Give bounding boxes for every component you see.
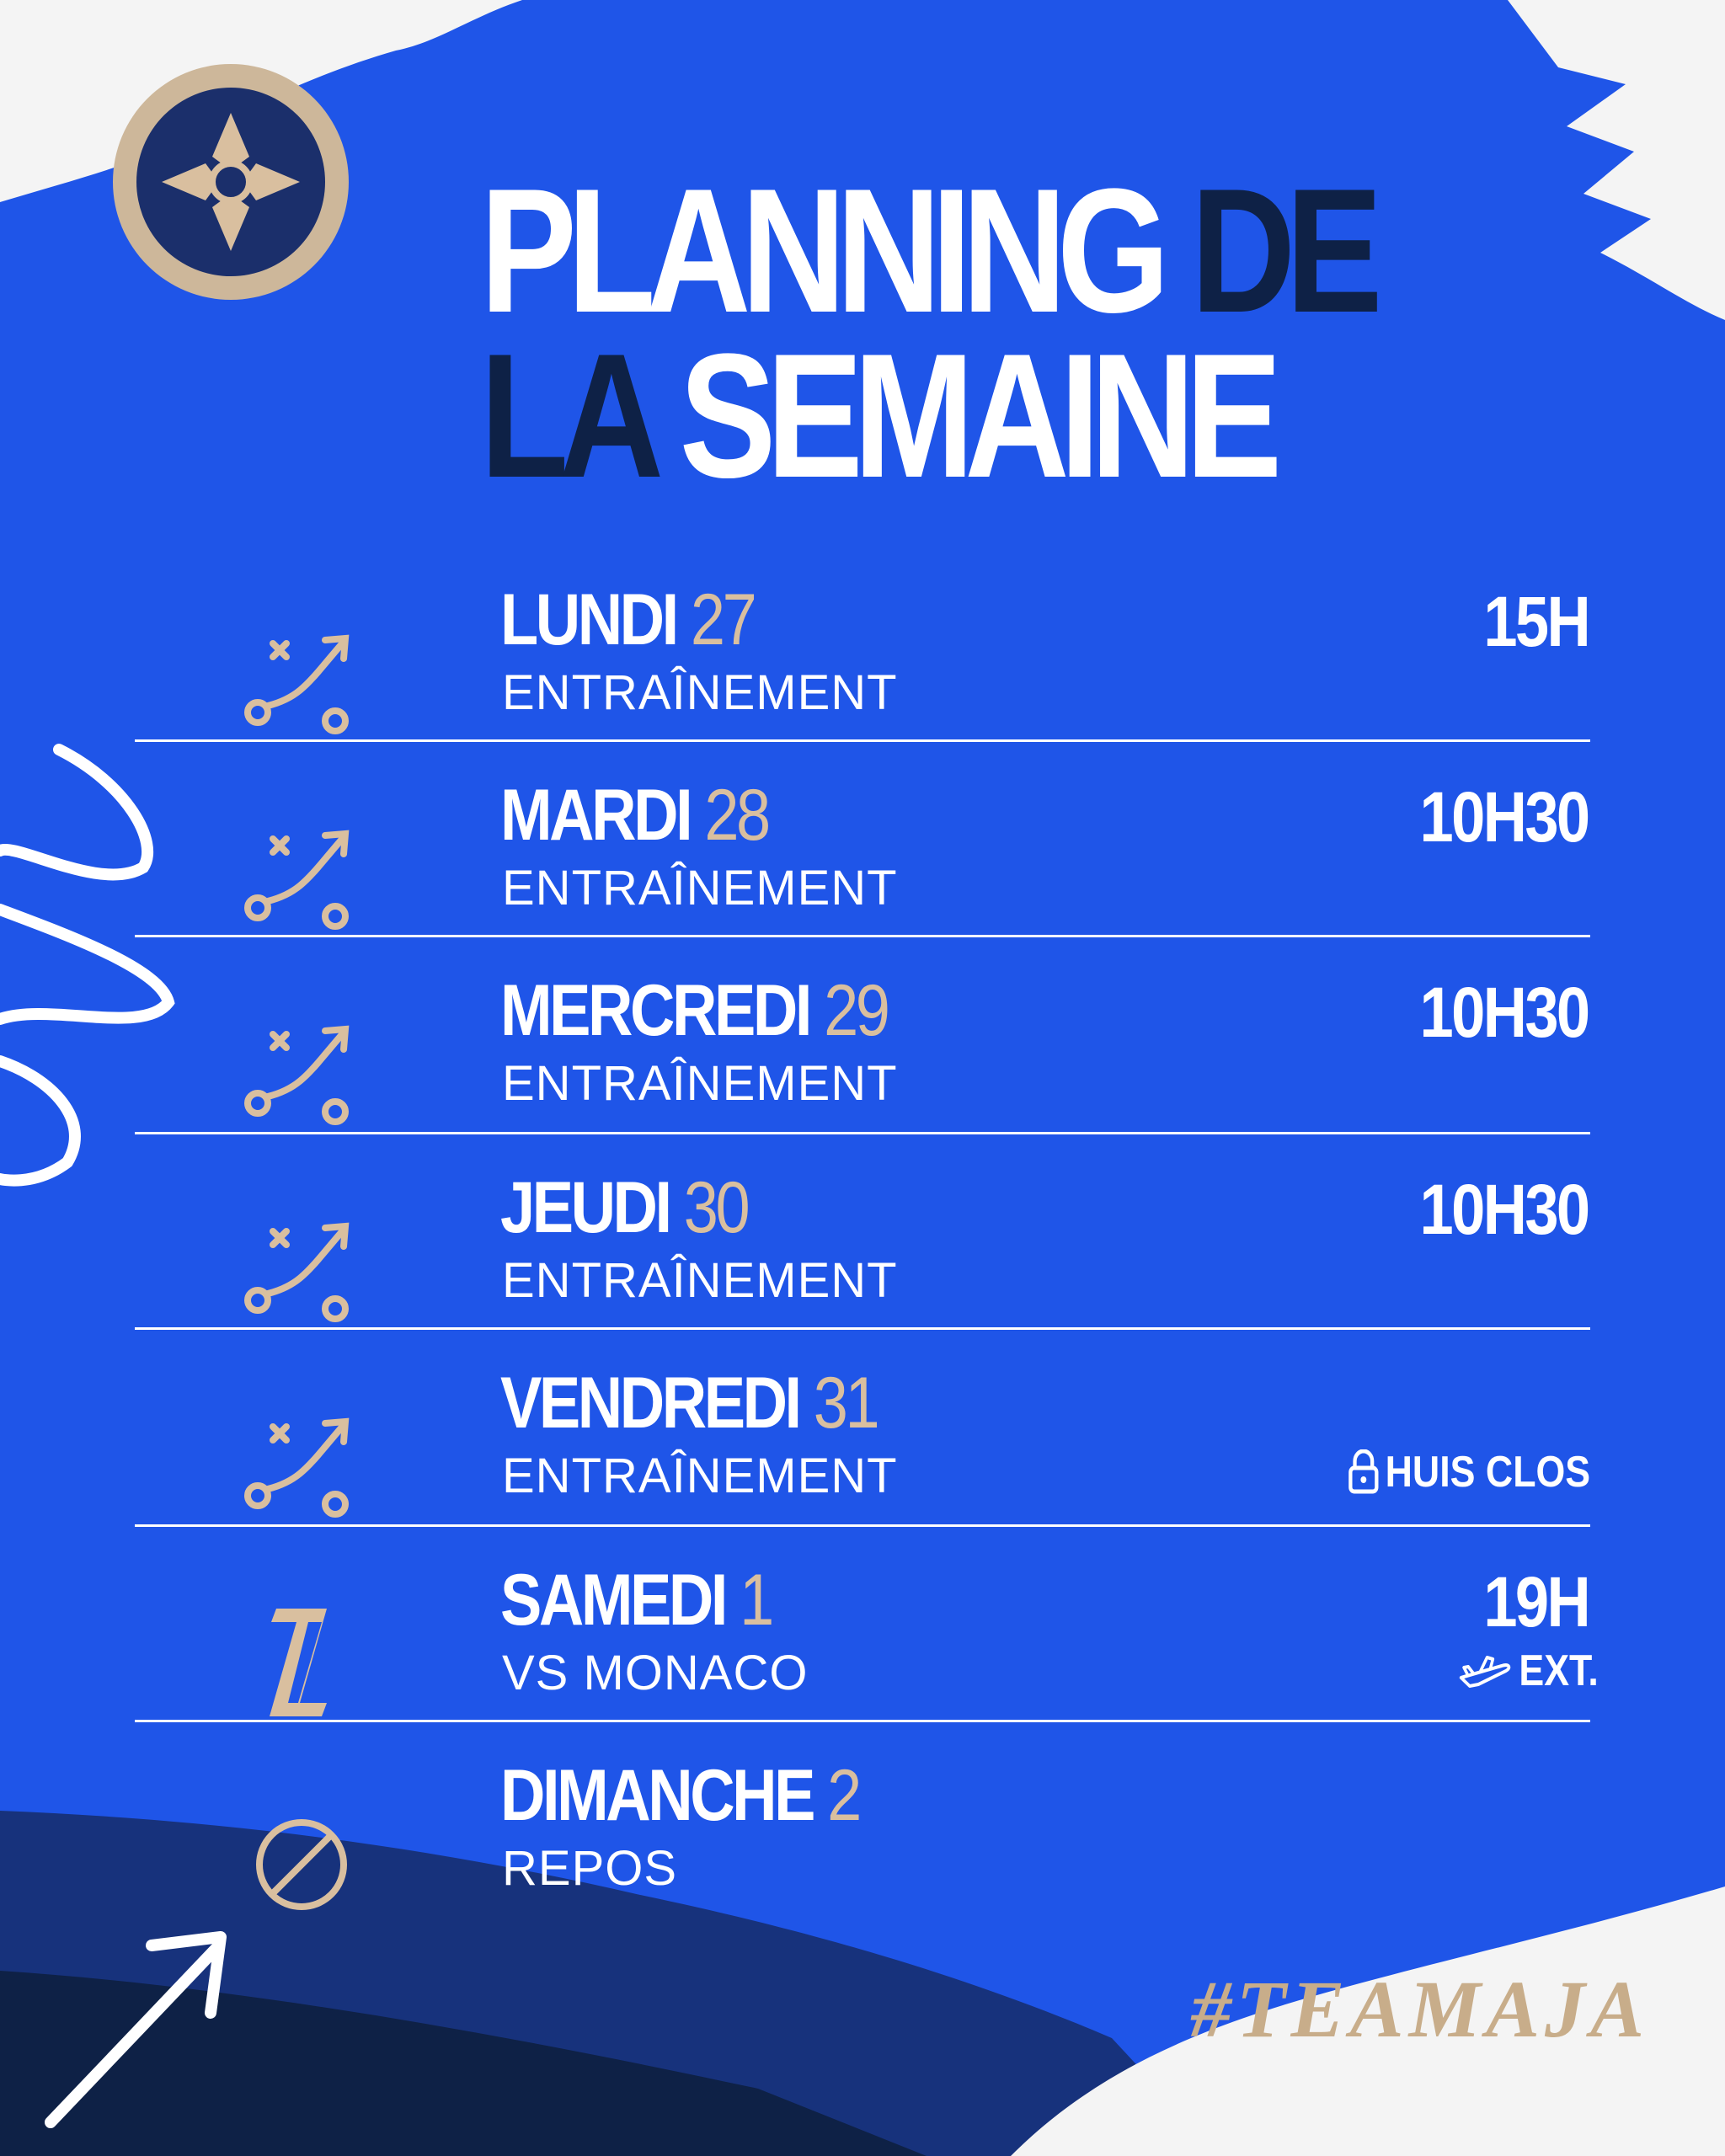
airplane-icon (1458, 1652, 1513, 1689)
tactics-play-icon (234, 817, 369, 935)
time-label: 19H (1483, 1562, 1589, 1641)
schedule-row-samedi (0, 1558, 1725, 1753)
day-number: 28 (704, 775, 768, 856)
time-label: 10H30 (1420, 777, 1589, 857)
day-name: JEUDI (500, 1167, 670, 1248)
day-name: LUNDI (500, 579, 676, 660)
title-planning: PLANNING (480, 152, 1161, 350)
row-divider (135, 1132, 1590, 1134)
day-number: 1 (740, 1560, 772, 1641)
rest-forbidden-icon (234, 1797, 369, 1915)
day-name: DIMANCHE (500, 1755, 814, 1836)
time-label: 10H30 (1420, 973, 1589, 1052)
away-game-note (1458, 1646, 1599, 1696)
schedule-row-lundi (0, 578, 1725, 773)
day-number: 29 (824, 970, 888, 1051)
activity-label: REPOS (502, 1841, 678, 1896)
tactics-play-icon (234, 1012, 369, 1130)
day-number: 31 (813, 1363, 878, 1444)
row-divider (135, 1720, 1590, 1722)
title-de: DE (1190, 152, 1374, 350)
title-la: LA (480, 317, 649, 515)
day-number: 2 (827, 1755, 859, 1836)
activity-label: ENTRAÎNEMENT (502, 1253, 898, 1308)
row-divider (135, 1524, 1590, 1527)
schedule-row-jeudi (0, 1166, 1725, 1361)
day-name: SAMEDI (500, 1560, 726, 1641)
activity-label: ENTRAÎNEMENT (502, 665, 898, 720)
schedule-row-mercredi (0, 969, 1725, 1164)
hashtag-label: #TEAMAJA (1190, 1964, 1649, 2054)
row-divider (135, 935, 1590, 937)
day-number: 30 (683, 1167, 748, 1248)
activity-label: ENTRAÎNEMENT (502, 861, 898, 915)
ligue1-logo-icon (234, 1602, 369, 1720)
page-title (480, 152, 1374, 515)
title-semaine: SEMAINE (679, 317, 1273, 515)
tactics-play-icon (234, 1209, 369, 1327)
time-label: 10H30 (1420, 1170, 1589, 1249)
activity-label: ENTRAÎNEMENT (502, 1449, 898, 1503)
day-number: 27 (690, 579, 755, 660)
row-divider (135, 1327, 1590, 1330)
lock-icon (1348, 1449, 1380, 1495)
schedule-row-vendredi (0, 1361, 1725, 1556)
row-divider (135, 739, 1590, 742)
day-name: MERCREDI (500, 970, 809, 1051)
note-label: HUIS CLOS (1385, 1448, 1590, 1497)
note-label: EXT. (1519, 1646, 1599, 1695)
tactics-play-icon (234, 622, 369, 739)
time-label: 15H (1483, 582, 1589, 661)
tactics-play-icon (234, 1405, 369, 1523)
activity-label: VS MONACO (502, 1646, 809, 1700)
day-name: VENDREDI (500, 1363, 799, 1444)
club-crest-logo (108, 59, 354, 305)
schedule-row-mardi (0, 773, 1725, 969)
day-name: MARDI (500, 775, 691, 856)
schedule-row-dimanche (0, 1753, 1725, 1949)
activity-label: ENTRAÎNEMENT (502, 1056, 898, 1111)
closed-session-note (1348, 1447, 1590, 1497)
